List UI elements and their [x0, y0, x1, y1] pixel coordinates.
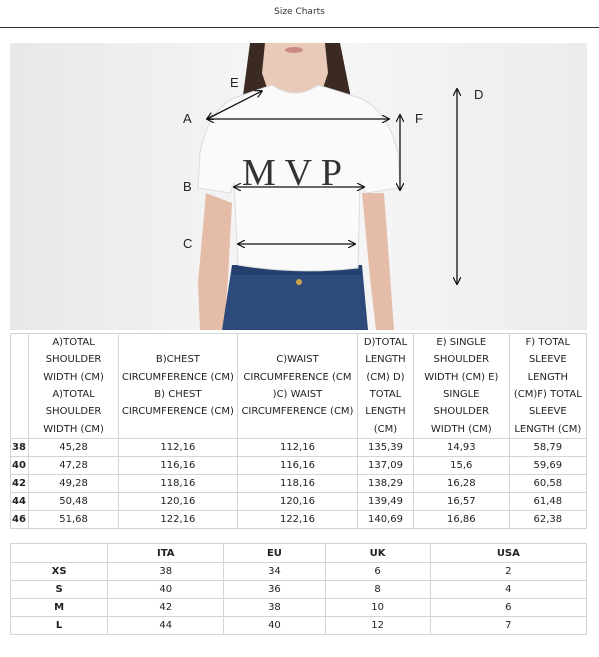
- conversion-header-row: [11, 544, 587, 563]
- table-cell: 140,69: [358, 511, 414, 529]
- table-cell: 10: [325, 599, 430, 617]
- size-cell: 40: [11, 457, 29, 475]
- single-shoulder-header: E) SINGLE SHOULDER WIDTH (CM) E) SINGLE SHOULDER WIDTH (CM): [413, 334, 509, 439]
- table-header-row: [11, 334, 587, 439]
- table-cell: 15,6: [413, 457, 509, 475]
- measure-label-f: F: [415, 111, 423, 126]
- measure-label-d: D: [474, 87, 484, 102]
- table-cell: 40: [224, 617, 325, 635]
- sleeve-length-header: F) TOTAL SLEEVE LENGTH (CM)F) TOTAL SLEEVE LENGTH (CM): [509, 334, 586, 439]
- table-cell: 118,16: [118, 475, 237, 493]
- table-cell: 45,28: [29, 439, 119, 457]
- table-row: [11, 493, 587, 511]
- size-cell: L: [11, 617, 108, 635]
- table-cell: 2: [430, 563, 586, 581]
- table-cell: 12: [325, 617, 430, 635]
- table-cell: 14,93: [413, 439, 509, 457]
- measure-label-c: C: [183, 236, 193, 251]
- table-cell: 59,69: [509, 457, 586, 475]
- table-cell: 4: [430, 581, 586, 599]
- size-cell: 38: [11, 439, 29, 457]
- table-cell: 49,28: [29, 475, 119, 493]
- shoulder-width-header: A)TOTAL SHOULDER WIDTH (CM) A)TOTAL SHOULDER WIDTH (CM): [29, 334, 119, 439]
- size-cell: 42: [11, 475, 29, 493]
- table-cell: 16,28: [413, 475, 509, 493]
- table-cell: 42: [108, 599, 224, 617]
- table-cell: 6: [430, 599, 586, 617]
- size-cell: S: [11, 581, 108, 599]
- size-cell: XS: [11, 563, 108, 581]
- table-cell: 112,16: [237, 439, 357, 457]
- eu-header: EU: [224, 544, 325, 563]
- conversion-row: [11, 581, 587, 599]
- table-cell: 51,68: [29, 511, 119, 529]
- conversion-row: [11, 599, 587, 617]
- conversion-corner-header: [11, 544, 108, 563]
- tshirt-print: M V P: [242, 152, 342, 194]
- table-cell: 6: [325, 563, 430, 581]
- measure-label-a: A: [183, 111, 192, 126]
- table-cell: 135,39: [358, 439, 414, 457]
- table-row: [11, 511, 587, 529]
- table-cell: 47,28: [29, 457, 119, 475]
- table-cell: 61,48: [509, 493, 586, 511]
- ita-header: ITA: [108, 544, 224, 563]
- table-row: [11, 457, 587, 475]
- model-lips: [285, 47, 303, 53]
- table-row: [11, 439, 587, 457]
- table-cell: 58,79: [509, 439, 586, 457]
- table-cell: 7: [430, 617, 586, 635]
- conversion-row: [11, 563, 587, 581]
- size-cell: 46: [11, 511, 29, 529]
- table-cell: 8: [325, 581, 430, 599]
- uk-header: UK: [325, 544, 430, 563]
- table-cell: 120,16: [118, 493, 237, 511]
- table-cell: 16,86: [413, 511, 509, 529]
- measure-label-b: B: [183, 179, 192, 194]
- table-row: [11, 475, 587, 493]
- size-column-header: [11, 334, 29, 439]
- table-cell: 16,57: [413, 493, 509, 511]
- size-cell: M: [11, 599, 108, 617]
- table-cell: 38: [224, 599, 325, 617]
- table-cell: 36: [224, 581, 325, 599]
- table-cell: 60,58: [509, 475, 586, 493]
- size-cell: 44: [11, 493, 29, 511]
- usa-header: USA: [430, 544, 586, 563]
- table-cell: 44: [108, 617, 224, 635]
- table-cell: 118,16: [237, 475, 357, 493]
- table-cell: 38: [108, 563, 224, 581]
- jeans-button: [296, 279, 302, 285]
- conversion-row: [11, 617, 587, 635]
- table-cell: 138,29: [358, 475, 414, 493]
- chest-header: B)CHEST CIRCUMFERENCE (CM) B) CHEST CIRCUMFERENCE (CM): [118, 334, 237, 439]
- measure-label-e: E: [230, 75, 239, 90]
- table-cell: 116,16: [237, 457, 357, 475]
- table-cell: 139,49: [358, 493, 414, 511]
- measurement-figure: [10, 43, 587, 330]
- table-cell: 50,48: [29, 493, 119, 511]
- measurement-diagram: [10, 43, 587, 330]
- table-cell: 137,09: [358, 457, 414, 475]
- table-cell: 120,16: [237, 493, 357, 511]
- table-cell: 122,16: [118, 511, 237, 529]
- page-header: [0, 0, 599, 28]
- page-title: Size Charts: [274, 7, 325, 17]
- size-conversion-table: [10, 543, 587, 635]
- table-cell: 116,16: [118, 457, 237, 475]
- table-cell: 122,16: [237, 511, 357, 529]
- length-header: D)TOTAL LENGTH (CM) D) TOTAL LENGTH (CM): [358, 334, 414, 439]
- measurements-table: [10, 333, 587, 529]
- table-cell: 40: [108, 581, 224, 599]
- table-cell: 112,16: [118, 439, 237, 457]
- waist-header: C)WAIST CIRCUMFERENCE (CM )C) WAIST CIRCUMFERENCE (CM): [237, 334, 357, 439]
- table-cell: 62,38: [509, 511, 586, 529]
- table-cell: 34: [224, 563, 325, 581]
